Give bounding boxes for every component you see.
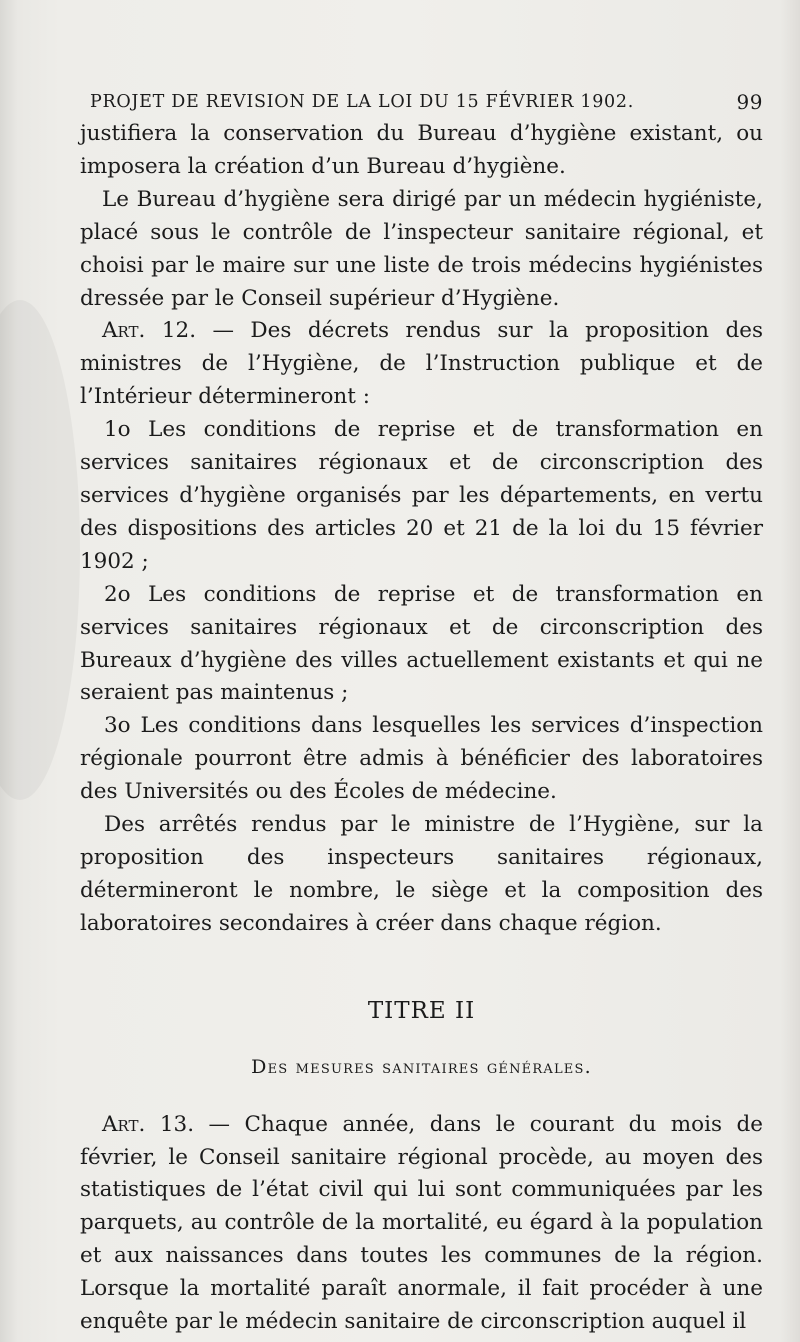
article-13 (80, 1109, 763, 1339)
section-subtitle: Des mesures sanitaires générales. (251, 1055, 592, 1078)
article-13-text: — Chaque année, dans le courant du mois de février, le Conseil sanitaire régional procède, au moyen des statistiques de l’état civil qui lui sont communiquées par les parquets, au contrôle de la mortalité, eu égard à la population et aux naissances dans toutes les communes de la région. Lorsque la mortalité paraît anormale, il fait procéder à une enquête par le médecin sanitaire de circonscription auquel il (80, 1111, 763, 1335)
article-13-label: Art. 13. (102, 1111, 195, 1137)
running-head (90, 86, 763, 118)
article-12-label: Art. 12. (102, 318, 197, 344)
page-shadow (0, 300, 80, 800)
paragraph-arretes: Des arrêtés rendus par le ministre de l’Hygiène, sur la proposition des inspecteurs sanitaires régionaux, détermineront le nombre, le siège et la composition des laboratoires secondaires à créer dans chaque région. (80, 812, 763, 936)
list-item-2: 2o Les conditions de reprise et de transformation en services sanitaires régionaux et de circonscription des Bureaux d’hygiène des villes actuellement existants et qui ne seraient pas maintenus ; (80, 581, 763, 706)
article-12 (80, 315, 763, 414)
running-title: PROJET DE REVISION DE LA LOI DU 15 FÉVRIER 1902. (90, 92, 634, 112)
list-item-1: 1o Les conditions de reprise et de transformation en services sanitaires régionaux et de circonscription des services d’hygiène organisés par les départements, en vertu des dispositions des articles 20 et 21 de la loi du 15 février 1902 ; (80, 417, 763, 574)
section-title: TITRE II (367, 997, 476, 1024)
page-number: 99 (736, 90, 763, 114)
paragraph-bureau: Le Bureau d’hygiène sera dirigé par un médecin hygiéniste, placé sous le contrôle de l’inspecteur sanitaire régional, et choisi par le maire sur une liste de trois médecins hygiénistes dressée par le Conseil supérieur d’Hygiène. (80, 186, 763, 311)
page-content (80, 86, 763, 1339)
article-12-text: — Des décrets rendus sur la proposition des ministres de l’Hygiène, de l’Instruction publique et de l’Intérieur détermineront : (80, 318, 763, 410)
paragraph-continuation: justifiera la conservation du Bureau d’hygiène existant, ou imposera la création d’un Bureau d’hygiène. (80, 121, 763, 179)
list-item-3: 3o Les conditions dans lesquelles les services d’inspection régionale pourront être admis à bénéficier des laboratoires des Universités ou des Écoles de médecine. (80, 713, 763, 805)
